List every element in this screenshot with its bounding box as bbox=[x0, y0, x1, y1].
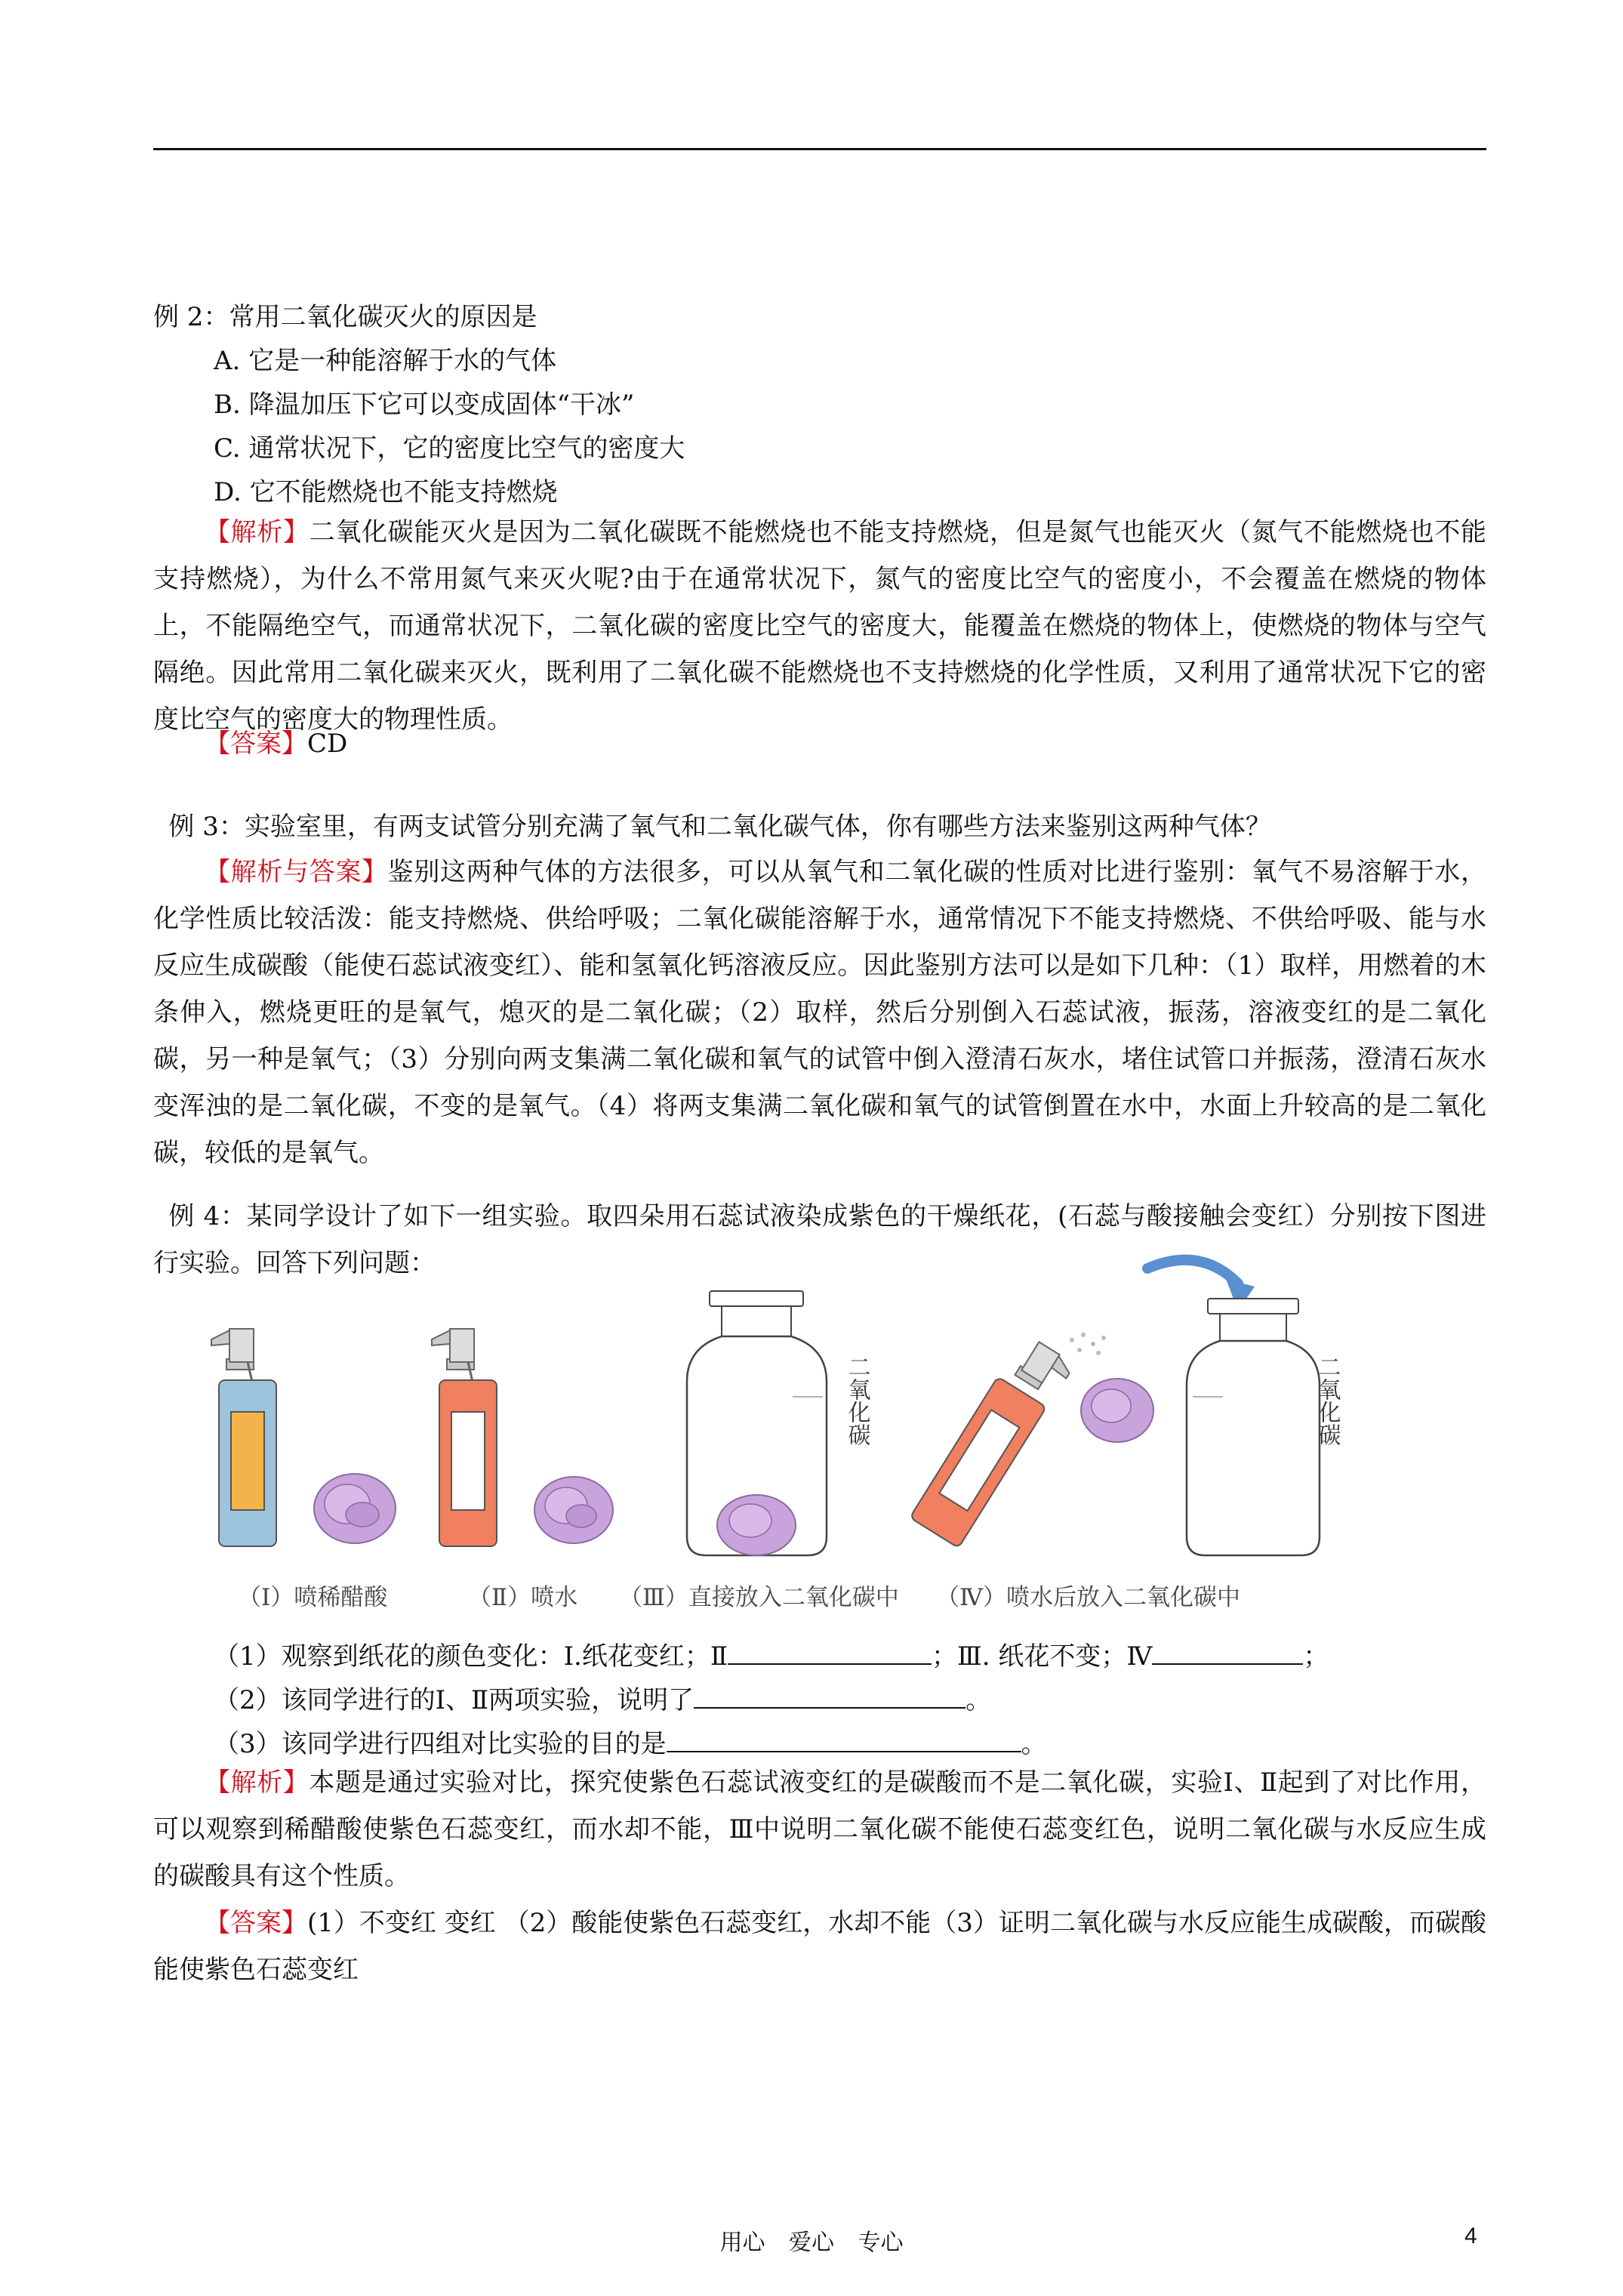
ex2-answer-line bbox=[153, 720, 1486, 767]
analysis-answer-tag: 【解析与答案】 bbox=[205, 857, 388, 887]
answer-tag: 【答案】 bbox=[205, 1908, 308, 1938]
ex3-analysis-text: 鉴别这两种气体的方法很多，可以从氧气和二氧化碳的性质对比进行鉴别：氧气不易溶解于水，化学性质比较活泼：能支持燃烧、供给呼吸；二氧化碳能溶解于水，通常情况下不能支持燃烧、不供给呼吸、能与水反应生成碳酸（能使石蕊试液变红）、能和氢氧化钙溶液反应。因此鉴别方法可以是如下几种：（1）取样，用燃着的木条伸入，燃烧更旺的是氧气，熄灭的是二氧化碳；（2）取样，然后分别倒入石蕊试液，振荡，溶液变红的是二氧化碳，另一种是氧气；（3）分别向两支集满二氧化碳和氧气的试管中倒入澄清石灰水，堵住试管口并振荡，澄清石灰水变浑浊的是二氧化碳，不变的是氧气。（4）将两支集满二氧化碳和氧气的试管倒置在水中，水面上升较高的是二氧化碳，较低的是氧气。 bbox=[153, 857, 1487, 1168]
ex2-option-b: B. 降温加压下它可以变成固体“干冰” bbox=[214, 390, 635, 420]
figure-caption-4: （Ⅳ）喷水后放入二氧化碳中 bbox=[936, 1584, 1240, 1611]
ex2-option-a: A. 它是一种能溶解于水的气体 bbox=[214, 346, 557, 376]
ex4-question: 例 4：某同学设计了如下一组实验。取四朵用石蕊试液染成紫色的干燥纸花，(石蕊与酸接触会变红）分别按下图进行实验。回答下列问题： bbox=[153, 1201, 1486, 1278]
answer-tag: 【答案】 bbox=[205, 729, 307, 759]
ex3-question: 例 3：实验室里，有两支试管分别充满了氧气和二氧化碳气体，你有哪些方法来鉴别这两种气体？ bbox=[168, 812, 1271, 842]
flower-4 bbox=[1081, 1379, 1153, 1442]
figure-caption-1: （Ⅰ）喷稀醋酸 bbox=[238, 1584, 388, 1611]
ex3-analysis-paragraph bbox=[153, 849, 1486, 1176]
spray-bottle-1 bbox=[211, 1329, 276, 1546]
ex2-answer: CD bbox=[307, 729, 348, 759]
gas-jar-3 bbox=[687, 1291, 871, 1555]
spray-mist bbox=[1070, 1333, 1106, 1355]
ex4-q3: （3）该同学进行四组对比实验的目的是 。 bbox=[214, 1729, 1047, 1759]
gas-jar-4 bbox=[1187, 1299, 1341, 1555]
ex4-answer-paragraph bbox=[153, 1900, 1486, 1993]
figure-caption-2: （Ⅱ）喷水 bbox=[468, 1584, 578, 1611]
analysis-tag: 【解析】 bbox=[205, 1767, 310, 1798]
analysis-tag: 【解析】 bbox=[205, 517, 310, 547]
header-rule bbox=[153, 148, 1486, 150]
ex4-q2: （2）该同学进行的Ⅰ、Ⅱ两项实验，说明了 。 bbox=[214, 1685, 992, 1715]
answer-blank-q3[interactable] bbox=[667, 1728, 1021, 1752]
footer-motto: 用心 爱心 专心 bbox=[719, 2230, 904, 2256]
figure-caption-3: （Ⅲ）直接放入二氧化碳中 bbox=[619, 1584, 899, 1611]
flower-1 bbox=[314, 1474, 396, 1543]
ex4-q1: （1）观察到纸花的颜色变化：Ⅰ.纸花变红；Ⅱ ；Ⅲ. 纸花不变；Ⅳ ； bbox=[214, 1641, 1329, 1672]
ex2-question: 例 2：常用二氧化碳灭火的原因是 bbox=[153, 302, 537, 332]
answer-blank-2[interactable] bbox=[728, 1641, 932, 1665]
ex4-analysis-paragraph bbox=[153, 1759, 1486, 1900]
answer-blank-4[interactable] bbox=[1152, 1641, 1303, 1665]
ex2-analysis-text: 二氧化碳能灭火是因为二氧化碳既不能燃烧也不能支持燃烧，但是氮气也能灭火（氮气不能燃烧也不能支持燃烧），为什么不常用氮气来灭火呢?由于在通常状况下，氮气的密度比空气的密度小，不会覆盖在燃烧的物体上，不能隔绝空气，而通常状况下，二氧化碳的密度比空气的密度大，能覆盖在燃烧的物体上，使燃烧的物体与空气隔绝。因此常用二氧化碳来灭火，既利用了二氧化碳不能燃烧也不支持燃烧的化学性质，又利用了通常状况下它的密度比空气的密度大的物理性质。 bbox=[153, 517, 1487, 735]
jar-4-label: 二氧化碳 bbox=[1313, 1355, 1341, 1446]
ex4-answer-text: (1）不变红 变红 （2）酸能使紫色石蕊变红，水却不能（3）证明二氧化碳与水反应能生成碳酸，而碳酸能使紫色石蕊变红 bbox=[153, 1908, 1487, 1985]
answer-blank-q2[interactable] bbox=[694, 1684, 965, 1709]
jar-3-label: 二氧化碳 bbox=[843, 1355, 870, 1446]
spray-bottle-2 bbox=[432, 1329, 497, 1546]
ex2-option-d: D. 它不能燃烧也不能支持燃烧 bbox=[214, 477, 558, 507]
flower-2 bbox=[534, 1477, 613, 1543]
ex2-analysis-paragraph bbox=[153, 509, 1486, 743]
ex4-analysis-text: 本题是通过实验对比，探究使紫色石蕊试液变红的是碳酸而不是二氧化碳，实验Ⅰ、Ⅱ起到了对比作用，可以观察到稀醋酸使紫色石蕊变红，而水却不能，Ⅲ中说明二氧化碳不能使石蕊变红色，说明二氧化碳与水反应生成的碳酸具有这个性质。 bbox=[153, 1767, 1486, 1891]
spray-bottle-4 bbox=[910, 1333, 1075, 1549]
page-number: 4 bbox=[1464, 2224, 1477, 2248]
ex2-option-c: C. 通常状况下，它的密度比空气的密度大 bbox=[214, 433, 685, 464]
